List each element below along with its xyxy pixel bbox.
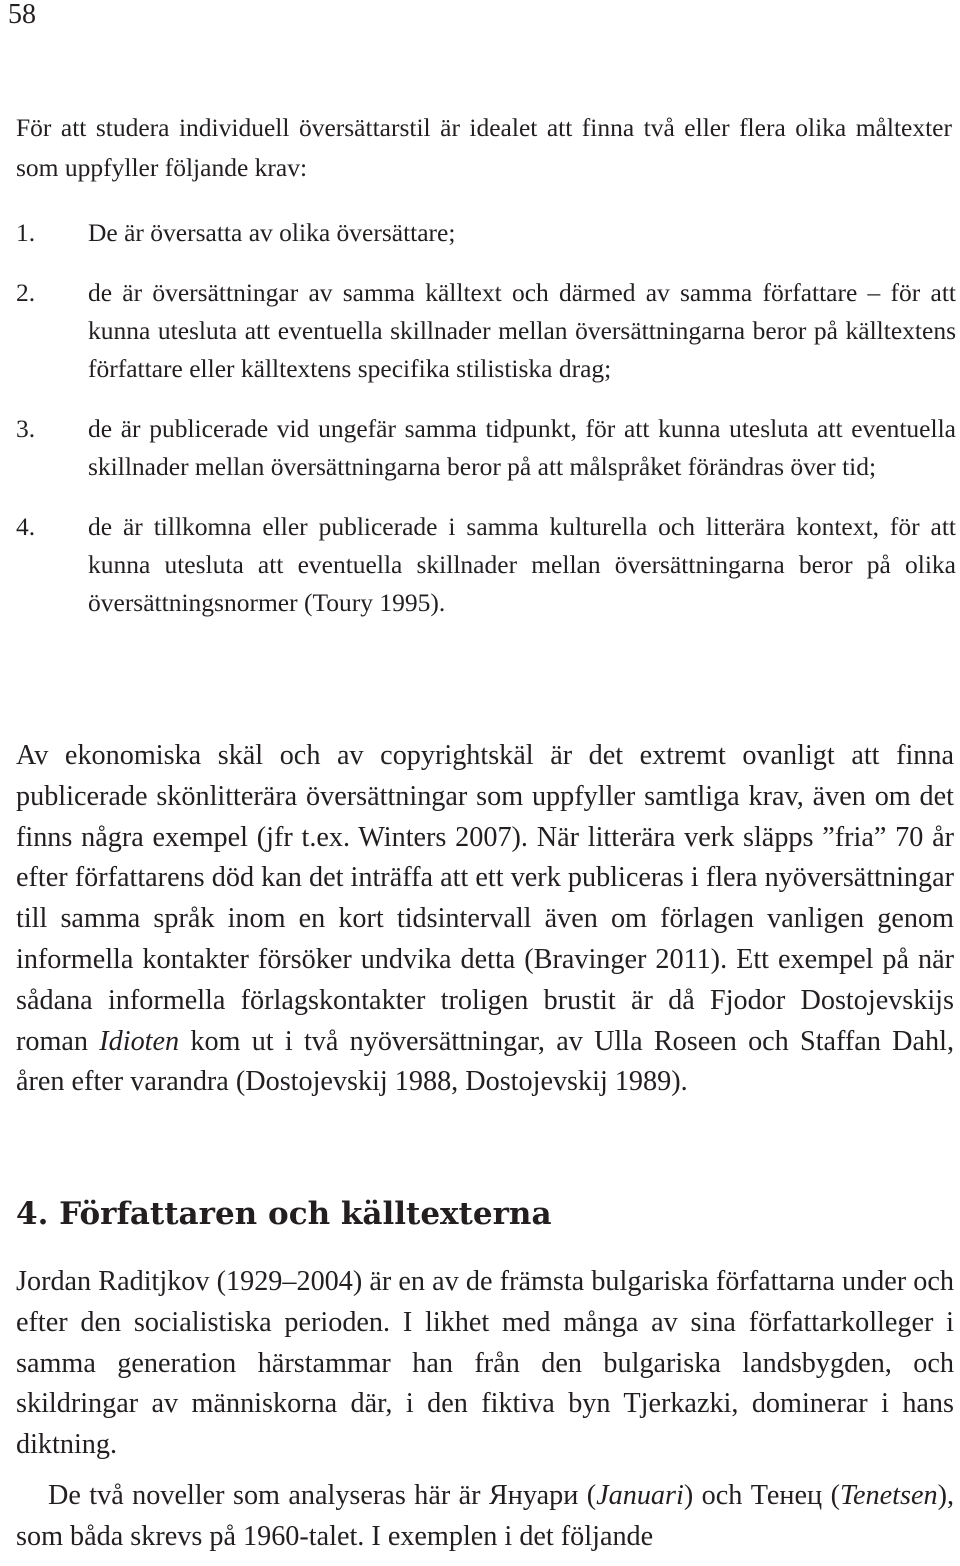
- list-item: [16, 214, 956, 252]
- list-item-text: de är publicerade vid ungefär samma tidpunkt, för att kunna utesluta att eventuella skillnader mellan översättningarna beror på att målspråket förändras över tid;: [88, 414, 956, 481]
- paragraph-text: De två noveller som analyseras här är: [48, 1480, 489, 1511]
- italic-title: Januari: [596, 1480, 684, 1511]
- body-paragraph-economics: [16, 736, 954, 1103]
- paragraph-text: Av ekonomiska skäl och av copyrightskäl är det extremt ovanligt att finna publicerade skönlitterära översättningar som uppfyller samtliga krav, även om det finns några exempel (jfr t.ex. Winters 2007). När litterära verk släpps ”fria” 70 år efter författarens död kan det inträffa att ett verk publiceras i flera nyöversättningar till samma språk inom en kort tidsintervall även om förlagen vanligen genom informella kontakter försöker undvika detta (Bravinger 2011). Ett exempel på när sådana informella förlagskontakter troligen brustit är då Fjodor Dostojevskijs roman: [16, 740, 954, 1057]
- list-item-number: 2.: [16, 278, 36, 307]
- paragraph-text: ), som båda skrevs på 1960-talet. I exemplen i det följande: [16, 1480, 954, 1552]
- paragraph-text: (: [578, 1480, 597, 1511]
- paragraph-text: kom ut i två nyöversättningar, av Ulla Roseen och Staffan Dahl, åren efter varandra (Dostojevskij 1988, Dostojevskij 1989).: [16, 1025, 954, 1098]
- italic-title: Tenetsen: [839, 1480, 938, 1511]
- list-item: [16, 410, 956, 486]
- list-item-text: de är översättningar av samma källtext och därmed av samma författare – för att kunna utesluta att eventuella skillnader mellan översättningarna beror på källtextens författare eller källtextens specifika stilistiska drag;: [88, 278, 956, 383]
- intro-paragraph: För att studera individuell översättarstil är idealet att finna två eller flera olika måltexter som uppfyller följande krav:: [16, 113, 952, 182]
- list-item-text: De är översatta av olika översättare;: [88, 218, 456, 247]
- list-item-text: de är tillkomna eller publicerade i samma kulturella och litterära kontext, för att kunna utesluta att eventuella skillnader mellan översättningarna beror på olika översättningsnormer (Toury 1995).: [88, 512, 956, 617]
- list-item-number: 1.: [16, 218, 36, 247]
- paragraph-text: ) och: [683, 1480, 751, 1511]
- body-paragraph-author: Jordan Raditjkov (1929–2004) är en av de främsta bulgariska författarna under och efter den socialistiska perioden. I likhet med många av sina författarkolleger i samma generation härstammar han från den bulgariska landsbygden, och skildringar av människorna där, i den fiktiva byn Tjerkazki, dominerar i hans diktning.: [16, 1266, 954, 1461]
- cyrillic-title: Януари: [488, 1480, 579, 1511]
- requirements-list: [16, 214, 956, 644]
- book-title: Idioten: [99, 1025, 180, 1057]
- list-item: [16, 274, 956, 388]
- page-number: 58: [8, 0, 36, 30]
- paragraph-text: (: [822, 1480, 840, 1511]
- body-paragraph-novels: [16, 1476, 954, 1558]
- cyrillic-title: Тенец: [750, 1480, 823, 1511]
- list-item: [16, 508, 956, 622]
- section-heading: 4. Författaren och källtexterna: [16, 1196, 552, 1232]
- list-item-number: 4.: [16, 512, 36, 541]
- list-item-number: 3.: [16, 414, 36, 443]
